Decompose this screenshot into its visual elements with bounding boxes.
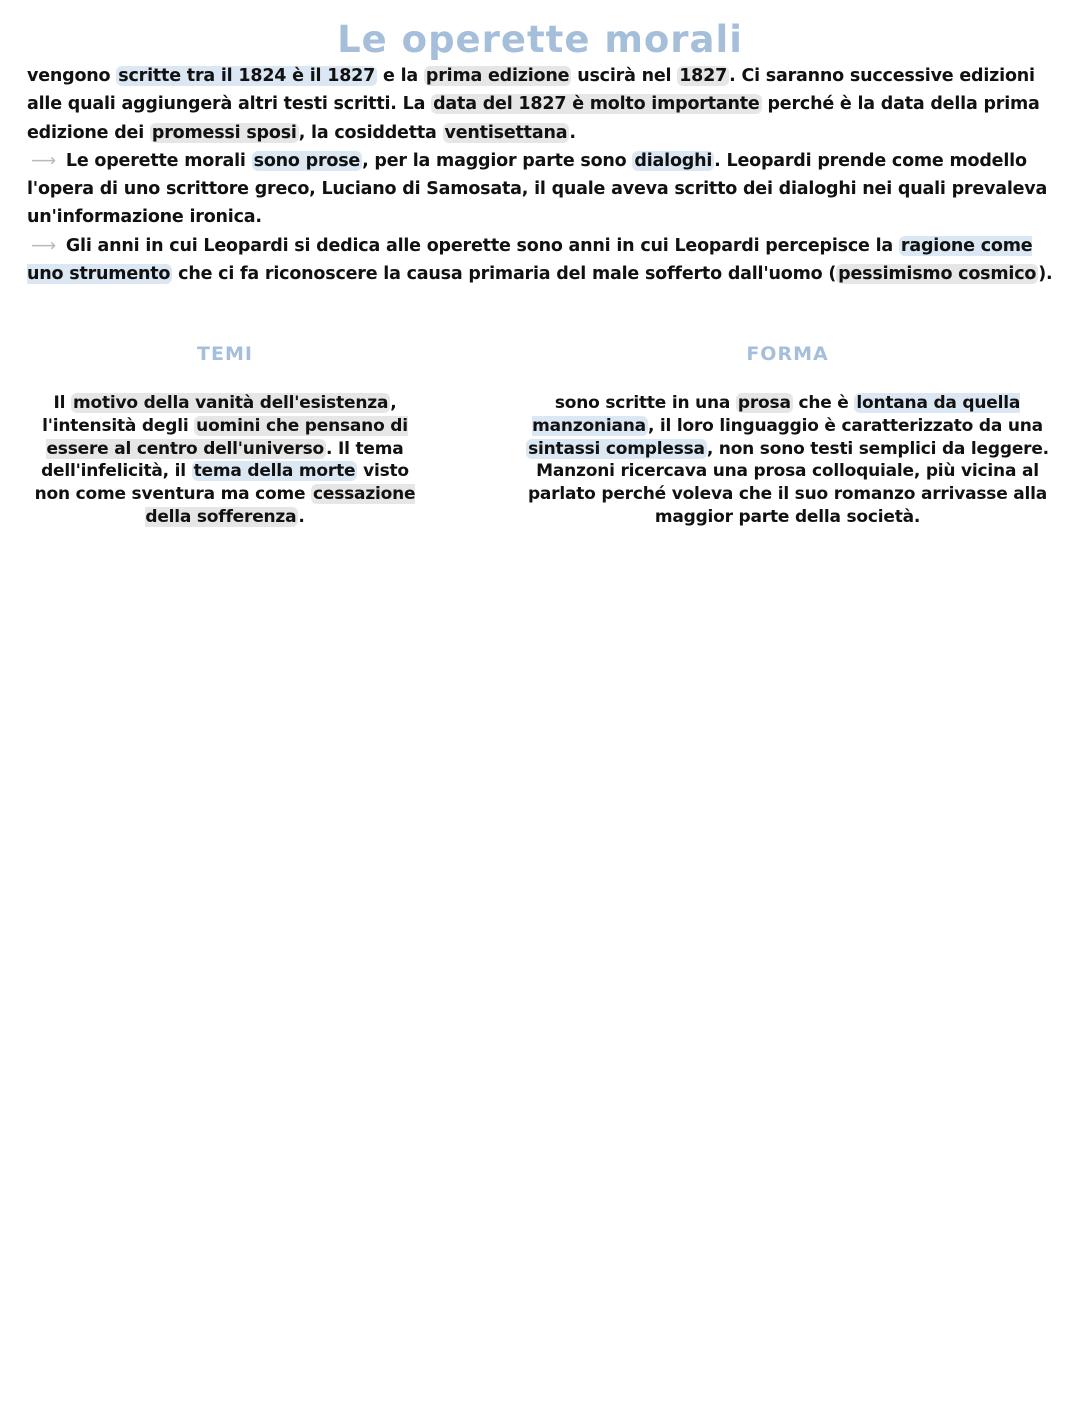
text-segment: e la xyxy=(377,66,424,86)
text-segment: Il xyxy=(53,393,71,413)
text-segment: che ci fa riconoscere la causa primaria del male sofferto dall'uomo ( xyxy=(172,264,837,285)
text-segment: Le operette morali xyxy=(65,150,252,171)
page-title: Le operette morali xyxy=(337,18,743,61)
text-segment: ). xyxy=(1038,264,1053,285)
forma-heading: FORMA xyxy=(746,343,829,365)
highlight-reason-tool: ragione come uno strumento xyxy=(27,235,1033,285)
arrow-right-icon: ⟶ xyxy=(31,235,56,256)
intro-paragraph-reason xyxy=(27,232,1057,289)
temi-text xyxy=(25,392,425,529)
highlight-ventisettana: ventisettana xyxy=(444,122,568,143)
highlight-year: 1827 xyxy=(679,66,728,86)
text-segment: . Leopardi prende come modello l'opera di uno scrittore greco, Luciano di Samosata, il quale aveva scritto dei dialoghi nei quali prevaleva un'informazione ironica. xyxy=(27,150,1048,228)
arrow-right-icon: ⟶ xyxy=(31,150,56,171)
highlight-cosmic-pessimism: pessimismo cosmico xyxy=(838,264,1037,285)
text-segment: , il loro linguaggio è caratterizzato da una xyxy=(647,415,1043,436)
text-segment: . Ci saranno successive edizioni alle quali aggiungerà altri testi scritti. La xyxy=(27,66,1035,115)
text-segment: visto non come sventura ma come xyxy=(34,461,409,505)
highlight-far-from-manzoni: lontana da quella manzoniana xyxy=(532,393,1021,436)
text-segment: , l'intensità degli xyxy=(42,393,397,436)
intro-paragraph-dates xyxy=(27,62,1057,147)
text-segment: che è xyxy=(792,393,855,413)
text-segment: , non sono testi semplici da leggere. Manzoni ricercava una prosa colloquiale, più vicina al parlato perché voleva che il suo romanzo arrivasse alla maggior parte della società. xyxy=(527,438,1049,527)
intro-paragraph-prose xyxy=(27,147,1057,232)
text-segment: uscirà nel xyxy=(571,66,678,86)
highlight-men-center: uomini che pensano di essere al centro dell'universo xyxy=(46,415,408,459)
intro-section xyxy=(27,62,1057,288)
highlight-complex-syntax: sintassi complessa xyxy=(528,438,705,459)
text-segment: . xyxy=(569,122,576,143)
text-segment: vengono xyxy=(27,66,117,86)
forma-text xyxy=(515,392,1060,529)
highlight-promessi-sposi: promessi sposi xyxy=(151,122,297,143)
highlight-written-dates: scritte tra il 1824 è il 1827 xyxy=(118,66,376,86)
highlight-first-edition: prima edizione xyxy=(425,66,570,86)
highlight-prose: sono prose xyxy=(253,150,361,171)
text-segment: , la cosiddetta xyxy=(298,122,443,143)
text-segment: , per la maggior parte sono xyxy=(362,150,633,171)
text-segment: Gli anni in cui Leopardi si dedica alle operette sono anni in cui Leopardi percepisce la xyxy=(65,235,899,256)
text-segment: . Il tema dell'infelicità, il xyxy=(41,438,404,482)
highlight-end-suffering: cessazione della sofferenza xyxy=(145,484,416,527)
text-segment: . xyxy=(298,506,305,527)
text-segment: sono scritte in una xyxy=(554,393,736,413)
temi-heading: TEMI xyxy=(197,343,253,365)
text-segment: perché è la data della prima edizione dei xyxy=(27,94,1040,143)
highlight-prose-word: prosa xyxy=(737,393,791,413)
highlight-dialogues: dialoghi xyxy=(634,150,713,171)
highlight-vanity: motivo della vanità dell'esistenza xyxy=(72,393,389,413)
highlight-important-date: data del 1827 è molto importante xyxy=(433,94,760,115)
highlight-death-theme: tema della morte xyxy=(193,461,356,482)
